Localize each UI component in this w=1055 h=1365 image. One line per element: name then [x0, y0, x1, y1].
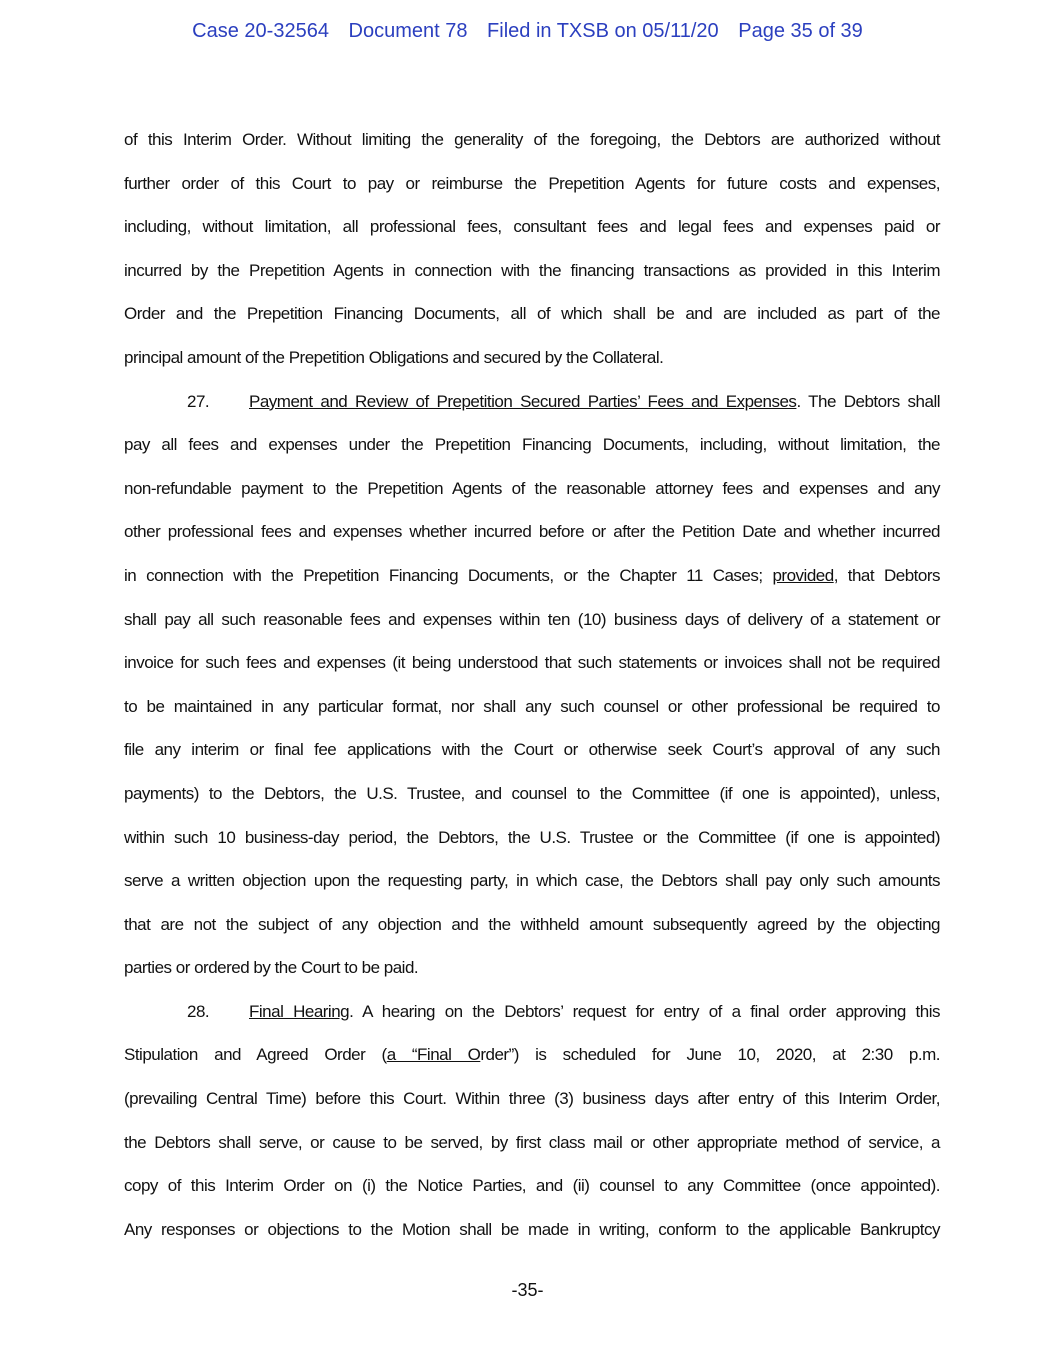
page-info: Page 35 of 39 [738, 20, 863, 42]
text-line [124, 554, 940, 598]
text-line: pay all fees and expenses under the Prepetition Financing Documents, including, without limitation, the [124, 435, 940, 455]
paragraph-27-first-line [124, 380, 940, 424]
text-line: Any responses or objections to the Motion shall be made in writing, conform to the applicable Bankruptcy [124, 1219, 940, 1239]
text-line: incurred by the Prepetition Agents in connection with the financing transactions as provided in this Interim [124, 260, 940, 280]
paragraph-heading: Final Hearing [249, 1001, 350, 1021]
text-line: serve a written objection upon the requesting party, in which case, the Debtors shall pay only such amounts [124, 871, 940, 891]
document-body [124, 118, 940, 1251]
text-line [124, 1033, 940, 1077]
text-fragment: in connection with the Prepetition Financing Documents, or the Chapter 11 Cases; [124, 565, 773, 585]
paragraph-number: 28. [187, 1001, 210, 1021]
text-line: parties or ordered by the Court to be paid. [124, 958, 419, 978]
text-line: non-refundable payment to the Prepetition Agents of the reasonable attorney fees and expenses and any [124, 478, 940, 498]
text-line: Order and the Prepetition Financing Documents, all of which shall be and are included as part of the [124, 304, 940, 324]
filing-header [0, 20, 1055, 43]
text-line: other professional fees and expenses whether incurred before or after the Petition Date and whether incurred [124, 522, 940, 542]
filed-info: Filed in TXSB on 05/11/20 [487, 20, 719, 42]
text-line: principal amount of the Prepetition Obligations and secured by the Collateral. [124, 347, 664, 367]
case-number: Case 20-32564 [192, 20, 329, 42]
text-line: shall pay all such reasonable fees and expenses within ten (10) business days of delivery of a statement or [124, 609, 940, 629]
text-line: payments) to the Debtors, the U.S. Trustee, and counsel to the Committee (if one is appointed), unless, [124, 783, 940, 803]
text-fragment: . The Debtors shall [796, 391, 940, 411]
text-line: including, without limitation, all professional fees, consultant fees and legal fees and expenses paid or [124, 217, 940, 237]
paragraph-28-first-line [124, 990, 940, 1034]
underlined-term: a “Final O [386, 1045, 481, 1065]
text-fragment: . A hearing on the Debtors’ request for entry of a final order approving this [349, 1001, 940, 1021]
text-line: further order of this Court to pay or reimburse the Prepetition Agents for future costs and expenses, [124, 173, 940, 193]
document-number: Document 78 [348, 20, 468, 42]
text-line: of this Interim Order. Without limiting the generality of the foregoing, the Debtors are authorized without [124, 130, 940, 149]
text-line: file any interim or final fee applications with the Court or otherwise seek Court’s approval of any such [124, 740, 940, 760]
page-number: -35- [511, 1280, 544, 1300]
text-line: the Debtors shall serve, or cause to be served, by first class mail or other appropriate method of service, a [124, 1132, 940, 1152]
text-line: invoice for such fees and expenses (it being understood that such statements or invoices shall not be required [124, 653, 940, 673]
text-line: copy of this Interim Order on (i) the Notice Parties, and (ii) counsel to any Committee (once appointed). [124, 1176, 940, 1196]
text-fragment: , that Debtors [833, 565, 940, 585]
text-line: to be maintained in any particular format, nor shall any such counsel or other professional be required to [124, 696, 940, 716]
text-line: within such 10 business-day period, the Debtors, the U.S. Trustee or the Committee (if one is appointed) [124, 827, 940, 847]
text-line: that are not the subject of any objection and the withheld amount subsequently agreed by the objecting [124, 914, 940, 934]
text-line: (prevailing Central Time) before this Court. Within three (3) business days after entry of this Interim Order, [124, 1089, 940, 1109]
underlined-term: provided [772, 565, 834, 585]
text-fragment: rder”) is scheduled for June 10, 2020, at 2:30 p.m. [480, 1045, 940, 1065]
text-fragment: Stipulation and Agreed Order ( [124, 1045, 387, 1065]
paragraph-number: 27. [187, 391, 210, 411]
paragraph-heading: Payment and Review of Prepetition Secured Parties’ Fees and Expenses [249, 391, 797, 411]
